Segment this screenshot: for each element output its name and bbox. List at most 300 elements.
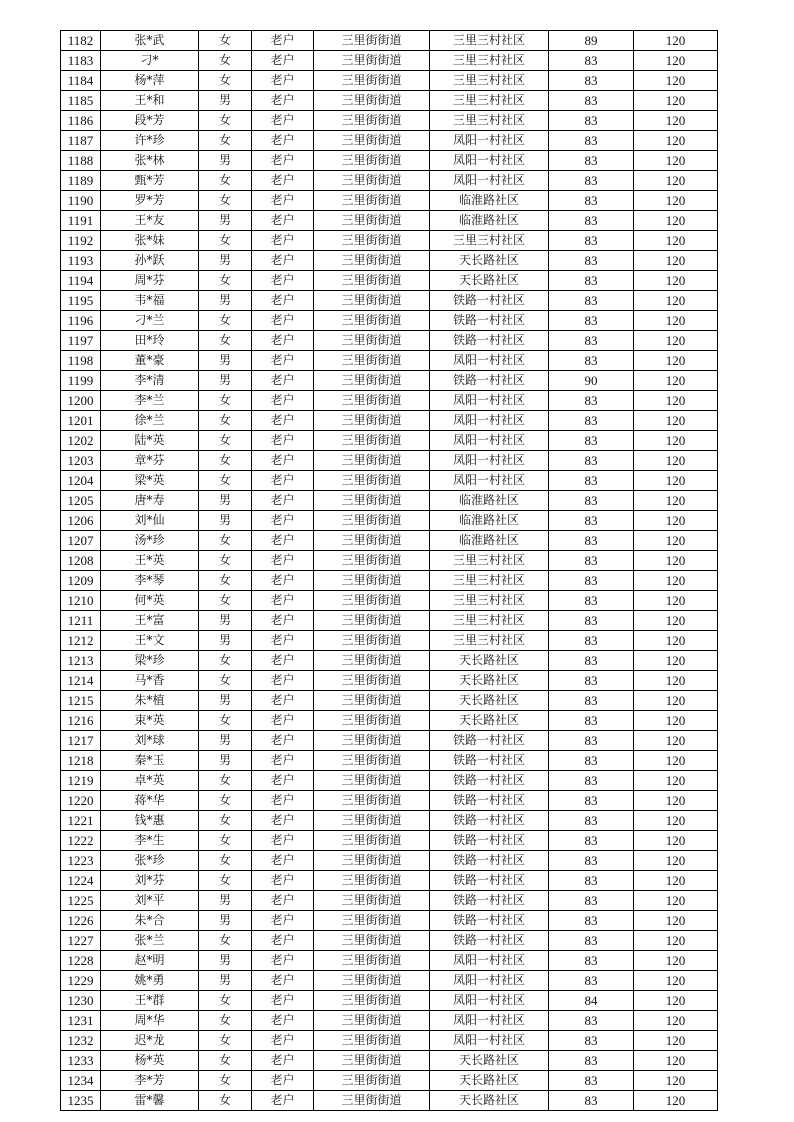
amount-cell: 120 [634, 351, 718, 371]
age-cell: 83 [549, 1031, 634, 1051]
household-type-cell: 老户 [252, 751, 314, 771]
household-type-cell: 老户 [252, 931, 314, 951]
name-cell: 韦*福 [101, 291, 199, 311]
age-cell: 84 [549, 991, 634, 1011]
table-row [61, 251, 718, 271]
row-number: 1222 [61, 831, 101, 851]
household-type-cell: 老户 [252, 891, 314, 911]
community-cell: 天长路社区 [430, 671, 549, 691]
amount-cell: 120 [634, 971, 718, 991]
gender-cell: 女 [199, 991, 252, 1011]
age-cell: 83 [549, 411, 634, 431]
street-cell: 三里街街道 [314, 911, 430, 931]
table-row [61, 651, 718, 671]
row-number: 1210 [61, 591, 101, 611]
name-cell: 何*英 [101, 591, 199, 611]
name-cell: 董*豪 [101, 351, 199, 371]
name-cell: 朱*植 [101, 691, 199, 711]
gender-cell: 女 [199, 51, 252, 71]
household-type-cell: 老户 [252, 731, 314, 751]
row-number: 1232 [61, 1031, 101, 1051]
name-cell: 束*英 [101, 711, 199, 731]
street-cell: 三里街街道 [314, 431, 430, 451]
name-cell: 刘*球 [101, 731, 199, 751]
age-cell: 83 [549, 191, 634, 211]
household-type-cell: 老户 [252, 711, 314, 731]
street-cell: 三里街街道 [314, 311, 430, 331]
community-cell: 铁路一村社区 [430, 931, 549, 951]
amount-cell: 120 [634, 191, 718, 211]
amount-cell: 120 [634, 211, 718, 231]
table-row [61, 411, 718, 431]
age-cell: 83 [549, 671, 634, 691]
row-number: 1220 [61, 791, 101, 811]
street-cell: 三里街街道 [314, 351, 430, 371]
table-row [61, 491, 718, 511]
gender-cell: 女 [199, 411, 252, 431]
name-cell: 雷*馨 [101, 1091, 199, 1111]
household-type-cell: 老户 [252, 611, 314, 631]
community-cell: 铁路一村社区 [430, 371, 549, 391]
table-row [61, 891, 718, 911]
age-cell: 83 [549, 331, 634, 351]
community-cell: 三里三村社区 [430, 71, 549, 91]
household-type-cell: 老户 [252, 531, 314, 551]
community-cell: 凤阳一村社区 [430, 391, 549, 411]
street-cell: 三里街街道 [314, 331, 430, 351]
household-type-cell: 老户 [252, 411, 314, 431]
row-number: 1214 [61, 671, 101, 691]
gender-cell: 男 [199, 211, 252, 231]
table-row [61, 171, 718, 191]
table-row [61, 231, 718, 251]
name-cell: 王*友 [101, 211, 199, 231]
household-type-cell: 老户 [252, 491, 314, 511]
row-number: 1186 [61, 111, 101, 131]
amount-cell: 120 [634, 391, 718, 411]
row-number: 1205 [61, 491, 101, 511]
street-cell: 三里街街道 [314, 91, 430, 111]
community-cell: 天长路社区 [430, 271, 549, 291]
community-cell: 凤阳一村社区 [430, 171, 549, 191]
gender-cell: 女 [199, 811, 252, 831]
community-cell: 凤阳一村社区 [430, 131, 549, 151]
name-cell: 章*芬 [101, 451, 199, 471]
age-cell: 83 [549, 151, 634, 171]
household-type-cell: 老户 [252, 331, 314, 351]
community-cell: 凤阳一村社区 [430, 151, 549, 171]
table-row [61, 111, 718, 131]
gender-cell: 女 [199, 451, 252, 471]
row-number: 1228 [61, 951, 101, 971]
community-cell: 铁路一村社区 [430, 791, 549, 811]
age-cell: 83 [549, 891, 634, 911]
street-cell: 三里街街道 [314, 411, 430, 431]
street-cell: 三里街街道 [314, 851, 430, 871]
name-cell: 陆*英 [101, 431, 199, 451]
amount-cell: 120 [634, 731, 718, 751]
age-cell: 83 [549, 551, 634, 571]
amount-cell: 120 [634, 911, 718, 931]
community-cell: 天长路社区 [430, 691, 549, 711]
name-cell: 张*珍 [101, 851, 199, 871]
street-cell: 三里街街道 [314, 371, 430, 391]
community-cell: 铁路一村社区 [430, 831, 549, 851]
age-cell: 83 [549, 631, 634, 651]
age-cell: 83 [549, 311, 634, 331]
table-row [61, 571, 718, 591]
household-type-cell: 老户 [252, 631, 314, 651]
street-cell: 三里街街道 [314, 511, 430, 531]
name-cell: 梁*英 [101, 471, 199, 491]
age-cell: 83 [549, 1011, 634, 1031]
row-number: 1234 [61, 1071, 101, 1091]
age-cell: 83 [549, 711, 634, 731]
gender-cell: 女 [199, 1091, 252, 1111]
community-cell: 临淮路社区 [430, 191, 549, 211]
community-cell: 铁路一村社区 [430, 891, 549, 911]
community-cell: 凤阳一村社区 [430, 991, 549, 1011]
row-number: 1183 [61, 51, 101, 71]
street-cell: 三里街街道 [314, 891, 430, 911]
household-type-cell: 老户 [252, 971, 314, 991]
household-type-cell: 老户 [252, 691, 314, 711]
street-cell: 三里街街道 [314, 391, 430, 411]
household-type-cell: 老户 [252, 831, 314, 851]
name-cell: 钱*惠 [101, 811, 199, 831]
community-cell: 凤阳一村社区 [430, 351, 549, 371]
age-cell: 83 [549, 851, 634, 871]
amount-cell: 120 [634, 711, 718, 731]
street-cell: 三里街街道 [314, 811, 430, 831]
gender-cell: 女 [199, 311, 252, 331]
street-cell: 三里街街道 [314, 1051, 430, 1071]
table-row [61, 1071, 718, 1091]
gender-cell: 男 [199, 891, 252, 911]
community-cell: 铁路一村社区 [430, 871, 549, 891]
age-cell: 83 [549, 451, 634, 471]
gender-cell: 男 [199, 951, 252, 971]
household-type-cell: 老户 [252, 991, 314, 1011]
age-cell: 83 [549, 591, 634, 611]
community-cell: 三里三村社区 [430, 31, 549, 51]
row-number: 1184 [61, 71, 101, 91]
gender-cell: 女 [199, 231, 252, 251]
table-row [61, 871, 718, 891]
table-row [61, 31, 718, 51]
name-cell: 杨*萍 [101, 71, 199, 91]
row-number: 1229 [61, 971, 101, 991]
amount-cell: 120 [634, 1071, 718, 1091]
gender-cell: 女 [199, 111, 252, 131]
community-cell: 三里三村社区 [430, 611, 549, 631]
community-cell: 铁路一村社区 [430, 731, 549, 751]
amount-cell: 120 [634, 1031, 718, 1051]
street-cell: 三里街街道 [314, 751, 430, 771]
community-cell: 三里三村社区 [430, 51, 549, 71]
amount-cell: 120 [634, 71, 718, 91]
gender-cell: 男 [199, 371, 252, 391]
age-cell: 83 [549, 571, 634, 591]
community-cell: 铁路一村社区 [430, 751, 549, 771]
household-type-cell: 老户 [252, 1071, 314, 1091]
name-cell: 刁* [101, 51, 199, 71]
table-row [61, 371, 718, 391]
row-number: 1208 [61, 551, 101, 571]
gender-cell: 男 [199, 491, 252, 511]
street-cell: 三里街街道 [314, 711, 430, 731]
row-number: 1197 [61, 331, 101, 351]
gender-cell: 女 [199, 571, 252, 591]
age-cell: 83 [549, 211, 634, 231]
table-row [61, 691, 718, 711]
table-row [61, 191, 718, 211]
age-cell: 83 [549, 651, 634, 671]
age-cell: 83 [549, 691, 634, 711]
table-row [61, 771, 718, 791]
street-cell: 三里街街道 [314, 531, 430, 551]
age-cell: 83 [549, 911, 634, 931]
street-cell: 三里街街道 [314, 1011, 430, 1031]
gender-cell: 男 [199, 611, 252, 631]
table-row [61, 471, 718, 491]
gender-cell: 女 [199, 551, 252, 571]
table-row [61, 1091, 718, 1111]
community-cell: 三里三村社区 [430, 111, 549, 131]
name-cell: 王*英 [101, 551, 199, 571]
gender-cell: 男 [199, 911, 252, 931]
street-cell: 三里街街道 [314, 271, 430, 291]
name-cell: 许*珍 [101, 131, 199, 151]
household-type-cell: 老户 [252, 191, 314, 211]
row-number: 1190 [61, 191, 101, 211]
street-cell: 三里街街道 [314, 831, 430, 851]
community-cell: 三里三村社区 [430, 571, 549, 591]
age-cell: 83 [549, 771, 634, 791]
household-type-cell: 老户 [252, 171, 314, 191]
community-cell: 铁路一村社区 [430, 851, 549, 871]
age-cell: 83 [549, 1051, 634, 1071]
age-cell: 90 [549, 371, 634, 391]
street-cell: 三里街街道 [314, 471, 430, 491]
table-row [61, 951, 718, 971]
name-cell: 梁*珍 [101, 651, 199, 671]
household-type-cell: 老户 [252, 1091, 314, 1111]
household-type-cell: 老户 [252, 911, 314, 931]
amount-cell: 120 [634, 831, 718, 851]
table-row [61, 291, 718, 311]
table-row [61, 431, 718, 451]
community-cell: 铁路一村社区 [430, 291, 549, 311]
age-cell: 83 [549, 431, 634, 451]
name-cell: 李*生 [101, 831, 199, 851]
household-type-cell: 老户 [252, 231, 314, 251]
amount-cell: 120 [634, 491, 718, 511]
row-number: 1202 [61, 431, 101, 451]
age-cell: 83 [549, 391, 634, 411]
name-cell: 朱*合 [101, 911, 199, 931]
table-row [61, 971, 718, 991]
household-type-cell: 老户 [252, 391, 314, 411]
row-number: 1203 [61, 451, 101, 471]
table-row [61, 1031, 718, 1051]
household-type-cell: 老户 [252, 951, 314, 971]
community-cell: 临淮路社区 [430, 211, 549, 231]
table-row [61, 671, 718, 691]
table-row [61, 271, 718, 291]
age-cell: 83 [549, 1091, 634, 1111]
gender-cell: 女 [199, 671, 252, 691]
age-cell: 83 [549, 111, 634, 131]
amount-cell: 120 [634, 991, 718, 1011]
name-cell: 张*林 [101, 151, 199, 171]
street-cell: 三里街街道 [314, 31, 430, 51]
street-cell: 三里街街道 [314, 931, 430, 951]
street-cell: 三里街街道 [314, 1071, 430, 1091]
household-type-cell: 老户 [252, 371, 314, 391]
gender-cell: 女 [199, 171, 252, 191]
gender-cell: 女 [199, 391, 252, 411]
gender-cell: 女 [199, 131, 252, 151]
community-cell: 凤阳一村社区 [430, 431, 549, 451]
row-number: 1209 [61, 571, 101, 591]
age-cell: 83 [549, 511, 634, 531]
amount-cell: 120 [634, 511, 718, 531]
age-cell: 89 [549, 31, 634, 51]
amount-cell: 120 [634, 1091, 718, 1111]
community-cell: 铁路一村社区 [430, 311, 549, 331]
street-cell: 三里街街道 [314, 611, 430, 631]
amount-cell: 120 [634, 91, 718, 111]
name-cell: 刘*芬 [101, 871, 199, 891]
name-cell: 蒋*华 [101, 791, 199, 811]
age-cell: 83 [549, 611, 634, 631]
row-number: 1217 [61, 731, 101, 751]
gender-cell: 女 [199, 71, 252, 91]
name-cell: 周*芬 [101, 271, 199, 291]
name-cell: 段*芳 [101, 111, 199, 131]
household-type-cell: 老户 [252, 431, 314, 451]
amount-cell: 120 [634, 51, 718, 71]
name-cell: 卓*英 [101, 771, 199, 791]
age-cell: 83 [549, 811, 634, 831]
street-cell: 三里街街道 [314, 731, 430, 751]
age-cell: 83 [549, 231, 634, 251]
community-cell: 临淮路社区 [430, 491, 549, 511]
row-number: 1233 [61, 1051, 101, 1071]
row-number: 1193 [61, 251, 101, 271]
gender-cell: 女 [199, 331, 252, 351]
age-cell: 83 [549, 831, 634, 851]
row-number: 1235 [61, 1091, 101, 1111]
age-cell: 83 [549, 791, 634, 811]
street-cell: 三里街街道 [314, 871, 430, 891]
street-cell: 三里街街道 [314, 291, 430, 311]
household-type-cell: 老户 [252, 671, 314, 691]
community-cell: 三里三村社区 [430, 91, 549, 111]
name-cell: 姚*勇 [101, 971, 199, 991]
amount-cell: 120 [634, 891, 718, 911]
amount-cell: 120 [634, 571, 718, 591]
table-row [61, 711, 718, 731]
table-row [61, 391, 718, 411]
gender-cell: 女 [199, 1031, 252, 1051]
community-cell: 三里三村社区 [430, 631, 549, 651]
community-cell: 天长路社区 [430, 1091, 549, 1111]
table-row [61, 331, 718, 351]
gender-cell: 男 [199, 91, 252, 111]
community-cell: 铁路一村社区 [430, 771, 549, 791]
table-row [61, 831, 718, 851]
table-row [61, 51, 718, 71]
household-type-cell: 老户 [252, 811, 314, 831]
community-cell: 三里三村社区 [430, 591, 549, 611]
row-number: 1182 [61, 31, 101, 51]
table-row [61, 71, 718, 91]
age-cell: 83 [549, 951, 634, 971]
row-number: 1223 [61, 851, 101, 871]
gender-cell: 女 [199, 271, 252, 291]
table-row [61, 751, 718, 771]
household-type-cell: 老户 [252, 31, 314, 51]
gender-cell: 男 [199, 731, 252, 751]
name-cell: 甄*芳 [101, 171, 199, 191]
amount-cell: 120 [634, 651, 718, 671]
age-cell: 83 [549, 471, 634, 491]
gender-cell: 女 [199, 1071, 252, 1091]
table-row [61, 931, 718, 951]
household-type-cell: 老户 [252, 471, 314, 491]
name-cell: 杨*英 [101, 1051, 199, 1071]
street-cell: 三里街街道 [314, 151, 430, 171]
age-cell: 83 [549, 751, 634, 771]
age-cell: 83 [549, 731, 634, 751]
table-row [61, 451, 718, 471]
name-cell: 李*芳 [101, 1071, 199, 1091]
amount-cell: 120 [634, 871, 718, 891]
amount-cell: 120 [634, 611, 718, 631]
community-cell: 凤阳一村社区 [430, 1011, 549, 1031]
household-type-cell: 老户 [252, 1051, 314, 1071]
gender-cell: 男 [199, 251, 252, 271]
name-cell: 周*华 [101, 1011, 199, 1031]
name-cell: 张*武 [101, 31, 199, 51]
table-row [61, 851, 718, 871]
amount-cell: 120 [634, 671, 718, 691]
community-cell: 凤阳一村社区 [430, 451, 549, 471]
amount-cell: 120 [634, 591, 718, 611]
amount-cell: 120 [634, 231, 718, 251]
gender-cell: 女 [199, 791, 252, 811]
street-cell: 三里街街道 [314, 991, 430, 1011]
table-row [61, 731, 718, 751]
amount-cell: 120 [634, 311, 718, 331]
amount-cell: 120 [634, 411, 718, 431]
row-number: 1194 [61, 271, 101, 291]
table-row [61, 351, 718, 371]
household-type-cell: 老户 [252, 51, 314, 71]
street-cell: 三里街街道 [314, 171, 430, 191]
street-cell: 三里街街道 [314, 191, 430, 211]
household-type-cell: 老户 [252, 291, 314, 311]
age-cell: 83 [549, 931, 634, 951]
street-cell: 三里街街道 [314, 1091, 430, 1111]
row-number: 1192 [61, 231, 101, 251]
gender-cell: 女 [199, 31, 252, 51]
name-cell: 刘*仙 [101, 511, 199, 531]
row-number: 1198 [61, 351, 101, 371]
amount-cell: 120 [634, 431, 718, 451]
